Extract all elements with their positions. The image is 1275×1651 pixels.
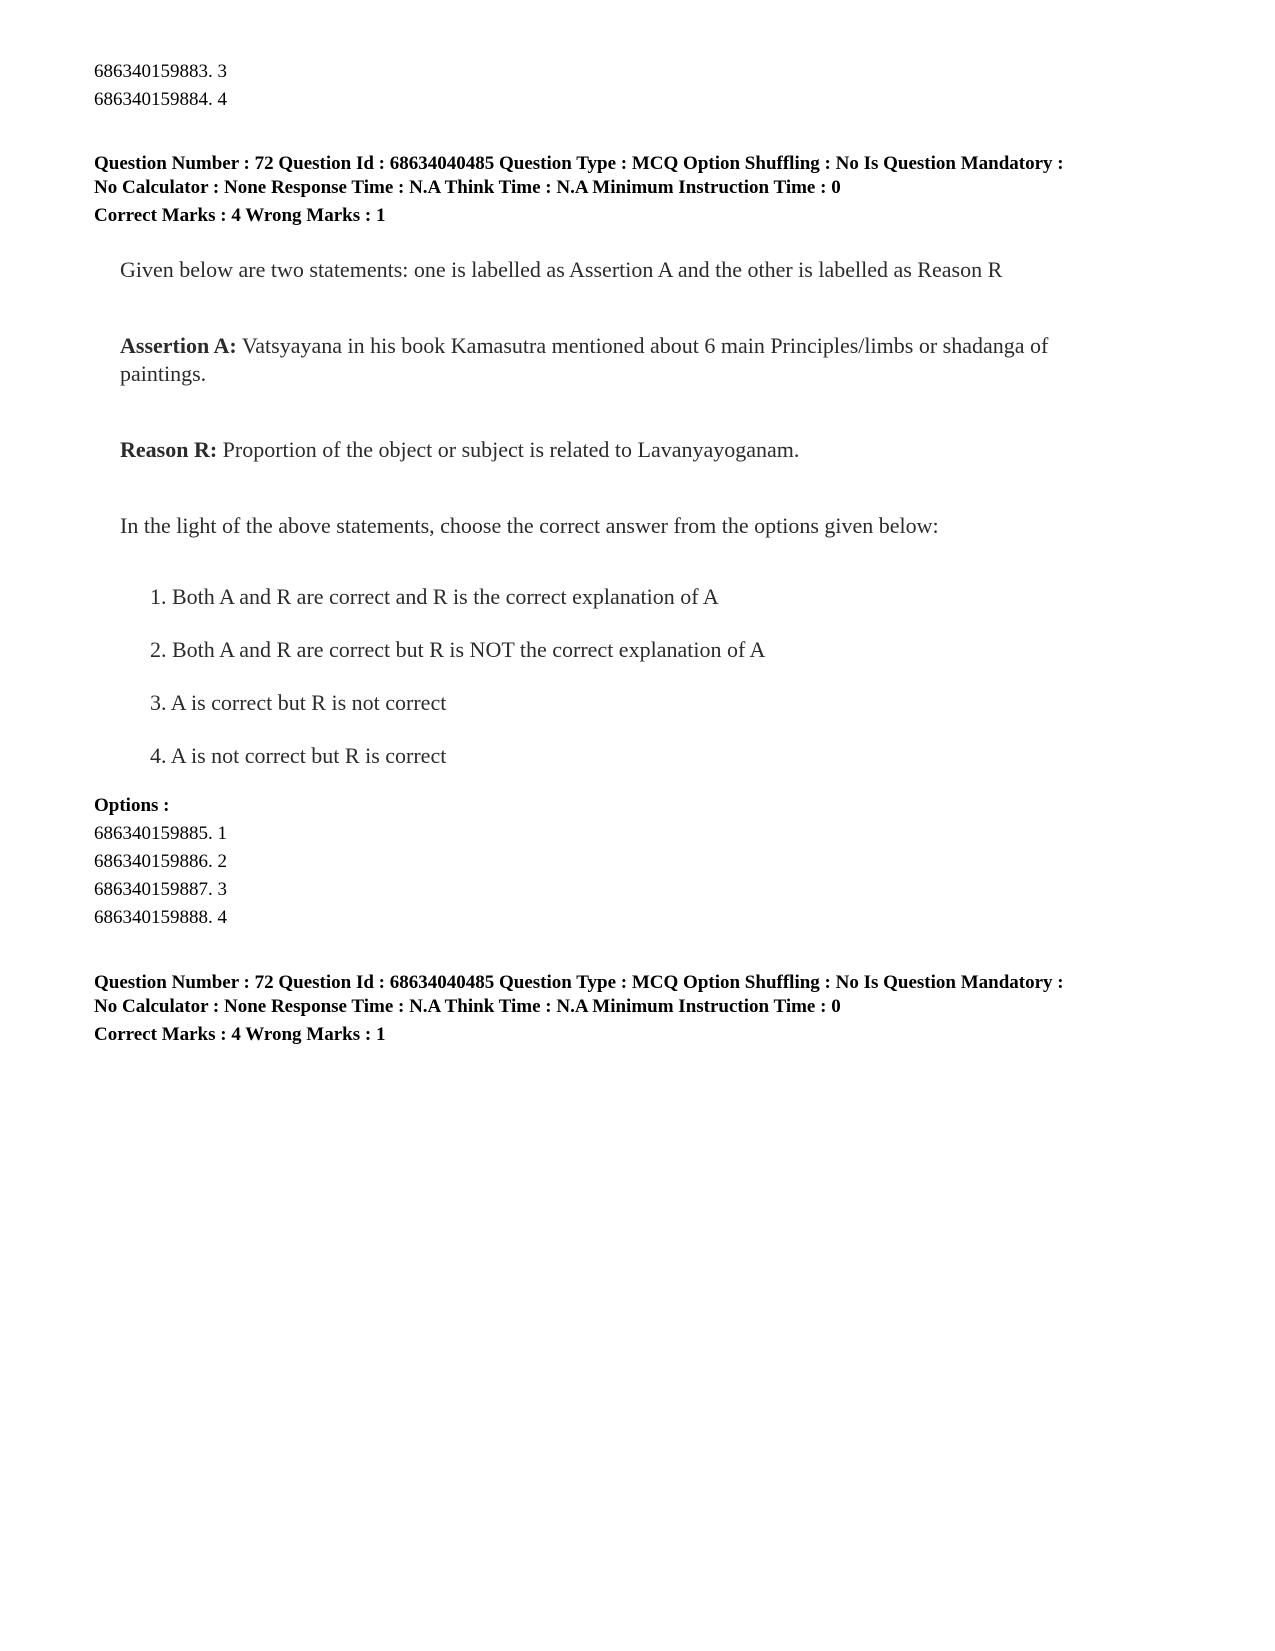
previous-option-3: 686340159883. 3 <box>94 61 227 82</box>
assertion-statement <box>120 332 1130 388</box>
option-1: 686340159885. 1 <box>94 823 227 844</box>
next-question-meta <box>94 971 1214 1047</box>
choice-3: 3. A is correct but R is not correct <box>150 690 447 715</box>
question-meta <box>94 152 1214 228</box>
choice-2: 2. Both A and R are correct but R is NOT the correct explanation of A <box>150 637 766 662</box>
question-body <box>120 256 1130 540</box>
next-question-meta-line-1: Question Number : 72 Question Id : 68634040485 Question Type : MCQ Option Shuffling : No Is Question Mandatory : <box>94 972 1064 993</box>
next-question-meta-line-2: No Calculator : None Response Time : N.A Think Time : N.A Minimum Instruction Time : 0 <box>94 996 841 1017</box>
options-heading: Options : <box>94 795 170 816</box>
reason-label: Reason R: <box>120 437 218 462</box>
assertion-label: Assertion A: <box>120 333 237 358</box>
option-2: 686340159886. 2 <box>94 851 227 872</box>
choice-1: 1. Both A and R are correct and R is the correct explanation of A <box>150 584 719 609</box>
previous-option-4: 686340159884. 4 <box>94 89 227 110</box>
next-question-marks: Correct Marks : 4 Wrong Marks : 1 <box>94 1024 386 1045</box>
question-meta-line-2: No Calculator : None Response Time : N.A Think Time : N.A Minimum Instruction Time : 0 <box>94 177 841 198</box>
question-meta-line-1: Question Number : 72 Question Id : 68634040485 Question Type : MCQ Option Shuffling : No Is Question Mandatory : <box>94 153 1064 174</box>
option-4: 686340159888. 4 <box>94 907 227 928</box>
choice-4: 4. A is not correct but R is correct <box>150 743 447 768</box>
assertion-text: Vatsyayana in his book Kamasutra mentioned about 6 main Principles/limbs or shadanga of paintings. <box>120 333 1049 386</box>
question-instruction: In the light of the above statements, choose the correct answer from the options given below: <box>120 513 939 538</box>
question-marks: Correct Marks : 4 Wrong Marks : 1 <box>94 205 386 226</box>
reason-statement <box>120 436 1130 464</box>
option-3: 686340159887. 3 <box>94 879 227 900</box>
reason-text: Proportion of the object or subject is related to Lavanyayoganam. <box>217 437 800 462</box>
question-intro: Given below are two statements: one is labelled as Assertion A and the other is labelled as Reason R <box>120 257 1003 282</box>
